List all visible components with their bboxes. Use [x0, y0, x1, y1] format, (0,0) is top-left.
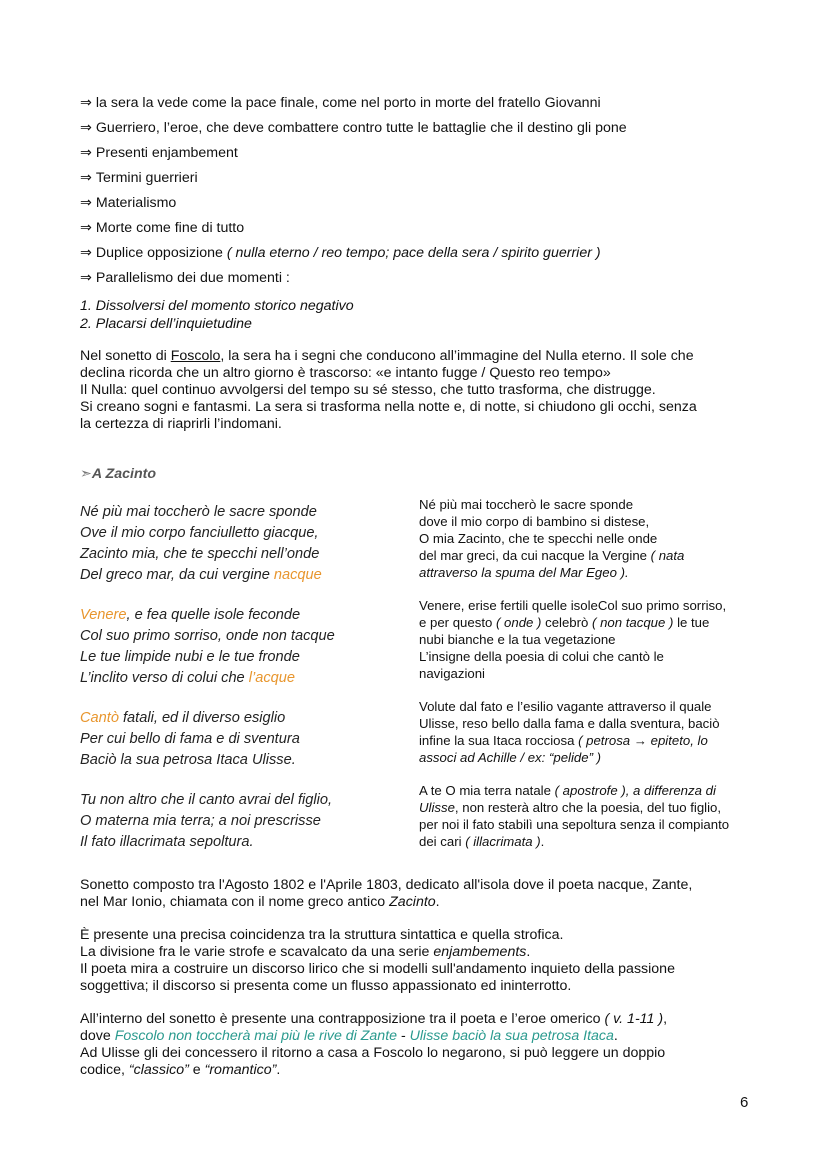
poem-line: Tu non altro che il canto avrai del figlio,: [80, 792, 333, 808]
numbered-item: 1. Dissolversi del momento storico negativo: [80, 298, 354, 314]
text-run: La divisione fra le varie strofe e scavalcato da una serie: [80, 944, 434, 960]
text-run: nel Mar Ionio, chiamata con il nome greco antico: [80, 894, 390, 910]
paragraph-line: [80, 1011, 780, 1028]
text-run: , la sera ha i segni che conducono all’immagine del Nulla eterno. Il sole che: [220, 348, 694, 364]
arrow-icon: ⇒: [80, 145, 92, 161]
poem-line: Il fato illacrimata sepoltura.: [80, 834, 254, 850]
highlighted-word: l’acque: [248, 670, 295, 686]
translation-line: [419, 833, 759, 850]
translation-block: [419, 782, 759, 850]
text-run: .: [435, 894, 440, 910]
text-run: , e fea quelle isole feconde: [126, 607, 301, 623]
translation-line: [419, 547, 759, 564]
bullet-item: [80, 195, 780, 220]
poem: [80, 502, 410, 872]
translation-line: [419, 614, 759, 631]
stanza: [80, 605, 410, 689]
translation-line: Venere, erise fertili quelle isoleCol suo primo sorriso,: [419, 598, 727, 613]
translation-line: L’insigne della poesia di colui che cantò le: [419, 649, 664, 664]
translation-line: [419, 782, 759, 799]
translation-line: [419, 799, 759, 816]
highlighted-word: Venere: [80, 607, 127, 623]
commentary-paragraph: [80, 927, 780, 995]
text-run: .: [276, 1062, 281, 1078]
paragraph-line: Il Nulla: quel continuo avvolgersi del tempo su sé stesso, che tutto trasforma, che distrugge.: [80, 382, 656, 398]
translation-line: [419, 749, 759, 766]
poem-line: Baciò la sua petrosa Itaca Ulisse.: [80, 752, 296, 768]
text-run: A te O mia terra natale: [419, 783, 555, 798]
numbered-list: [80, 297, 780, 333]
paragraph-line: Il poeta mira a costruire un discorso lirico che si modelli sull'andamento inquieto della passione: [80, 961, 675, 977]
intro-paragraph: [80, 348, 780, 433]
stanza: [80, 790, 410, 853]
arrow-icon: ⇒: [80, 95, 92, 111]
text-run: dei cari: [419, 834, 466, 849]
commentary-paragraph: [80, 1011, 780, 1079]
paragraph-line: [80, 1062, 780, 1079]
text-run: e per questo: [419, 615, 496, 630]
note-run: ( nata: [650, 548, 685, 563]
underlined-name: Foscolo: [170, 348, 221, 364]
commentary-paragraph: [80, 877, 780, 911]
bullet-text: Guerriero, l’eroe, che deve combattere contro tutte le battaglie che il destino gli pone: [95, 120, 627, 136]
poem-line: [80, 708, 410, 729]
poem-line: [80, 565, 410, 586]
poem-line: Per cui bello di fama e di sventura: [80, 731, 300, 747]
section-heading: [80, 466, 156, 482]
bullet-text: Duplice opposizione: [95, 245, 223, 261]
text-run: ,: [663, 1011, 668, 1027]
text-run: All’interno del sonetto è presente una contrapposizione tra il poeta e l’eroe omerico: [80, 1011, 605, 1027]
bullet-item: [80, 170, 780, 195]
arrow-icon: ⇒: [80, 120, 92, 136]
section-title: A Zacinto: [91, 466, 156, 482]
teal-run: Foscolo non toccherà mai più le rive di Zante: [114, 1028, 398, 1044]
translation-line: Volute dal fato e l’esilio vagante attraverso il quale: [419, 699, 712, 714]
paragraph-line: [80, 894, 780, 911]
bullet-list: [80, 95, 780, 295]
highlighted-word: nacque: [273, 567, 322, 583]
poem-line: Né più mai toccherò le sacre sponde: [80, 504, 317, 520]
bullet-text: Materialismo: [95, 195, 177, 211]
page-number: 6: [740, 1094, 749, 1111]
bullet-item: [80, 270, 780, 295]
arrow-icon: ⇒: [80, 245, 92, 261]
note-run: ( non tacque ): [592, 615, 674, 630]
numbered-item: 2. Placarsi dell’inquietudine: [80, 316, 252, 332]
arrow-icon: ⇒: [80, 270, 92, 286]
text-run: .: [540, 834, 545, 849]
paragraph-line: Si creano sogni e fantasmi. La sera si trasforma nella notte e, di notte, si chiudono gli occhi, senza: [80, 399, 697, 415]
poem-line: O materna mia terra; a noi prescrisse: [80, 813, 321, 829]
translation-line: Né più mai toccherò le sacre sponde: [419, 497, 634, 512]
arrowhead-icon: ➣: [80, 466, 92, 482]
poem-line: Zacinto mia, che te specchi nell’onde: [80, 546, 320, 562]
stanza: [80, 708, 410, 771]
italic-run: “classico”: [128, 1062, 189, 1078]
text-run: L’inclito verso di colui che: [80, 670, 249, 686]
text-run: le tue: [673, 615, 710, 630]
translation-block: [419, 698, 759, 766]
note-run: ( onde ): [495, 615, 542, 630]
poem-line: Le tue limpide nubi e le tue fronde: [80, 649, 300, 665]
italic-run: ( v. 1-11 ): [604, 1011, 664, 1027]
translation-line: O mia Zacinto, che te specchi nelle onde: [419, 531, 658, 546]
bullet-text: Presenti enjambement: [95, 145, 238, 161]
text-run: infine la sua Itaca rocciosa: [419, 733, 579, 748]
translation-line: per noi il fato stabilì una sepoltura senza il compianto: [419, 817, 730, 832]
italic-run: “romantico”: [204, 1062, 277, 1078]
arrow-icon: ⇒: [80, 195, 92, 211]
note-run: attraverso la spuma del Mar Egeo ).: [419, 565, 629, 580]
commentary: [80, 877, 780, 1095]
translation: [419, 496, 759, 866]
note-run: ( apostrofe ), a differenza di: [554, 783, 716, 798]
bullet-text: Parallelismo dei due momenti :: [95, 270, 290, 286]
translation-line: dove il mio corpo di bambino si distese,: [419, 514, 650, 529]
note-run: Ulisse: [419, 800, 455, 815]
text-run: fatali, ed il diverso esiglio: [118, 710, 286, 726]
translation-line: Ulisse, reso bello dalla fama e dalla sventura, baciò: [419, 716, 720, 731]
italic-run: enjambements: [433, 944, 527, 960]
paragraph-line: Ad Ulisse gli dei concessero il ritorno a casa a Foscolo lo negarono, si può leggere un doppio: [80, 1045, 666, 1061]
bullet-item: [80, 220, 780, 245]
italic-run: Zacinto: [389, 894, 436, 910]
bullet-text: la sera la vede come la pace finale, come nel porto in morte del fratello Giovanni: [95, 95, 601, 111]
text-run: codice,: [80, 1062, 129, 1078]
text-run: e: [188, 1062, 205, 1078]
translation-block: [419, 597, 759, 682]
translation-line: [419, 564, 759, 581]
translation-line: navigazioni: [419, 666, 485, 681]
paragraph-line: declina ricorda che un altro giorno è trascorso: «e intanto fugge / Questo reo tempo»: [80, 365, 611, 381]
arrow-icon: ⇒: [80, 170, 92, 186]
bullet-item: [80, 95, 780, 120]
highlighted-word: Cantò: [80, 710, 119, 726]
text-run: .: [613, 1028, 618, 1044]
paragraph-line: È presente una precisa coincidenza tra la struttura sintattica e quella strofica.: [80, 927, 564, 943]
arrow-icon: ⇒: [80, 220, 92, 236]
paragraph-line: soggettiva; il discorso si presenta come un flusso appassionato ed ininterrotto.: [80, 978, 572, 994]
poem-line: [80, 668, 410, 689]
bullet-item: [80, 245, 780, 270]
text-run: Del greco mar, da cui vergine: [80, 567, 274, 583]
translation-line: nubi bianche e la tua vegetazione: [419, 632, 616, 647]
poem-line: [80, 605, 410, 626]
text-run: celebrò: [541, 615, 593, 630]
paragraph-line: Sonetto composto tra l'Agosto 1802 e l'Aprile 1803, dedicato all'isola dove il poeta nacque, Zante,: [80, 877, 693, 893]
teal-run: Ulisse baciò la sua petrosa Itaca: [409, 1028, 614, 1044]
note-run: associ ad Achille / ex: “pelide” ): [419, 750, 602, 765]
stanza: [80, 502, 410, 586]
text-run: Nel sonetto di: [80, 348, 171, 364]
poem-line: Col suo primo sorriso, onde non tacque: [80, 628, 335, 644]
translation-block: [419, 496, 759, 581]
bullet-text: Termini guerrieri: [95, 170, 198, 186]
poem-line: Ove il mio corpo fanciulletto giacque,: [80, 525, 319, 541]
paragraph-line: [80, 348, 780, 365]
bullet-item: [80, 120, 780, 145]
note-run: ( illacrimata ): [465, 834, 541, 849]
bullet-item: [80, 145, 780, 170]
note-run: ( petrosa → epiteto, lo: [578, 733, 708, 748]
text-run: , non resterà altro che la poesia, del tuo figlio,: [454, 800, 722, 815]
text-run: -: [397, 1028, 410, 1044]
paragraph-line: [80, 1028, 780, 1045]
translation-line: [419, 732, 759, 749]
bullet-text: Morte come fine di tutto: [95, 220, 245, 236]
text-run: dove: [80, 1028, 115, 1044]
paragraph-line: la certezza di riaprirli l’indomani.: [80, 416, 282, 432]
paragraph-line: [80, 944, 780, 961]
text-run: .: [526, 944, 531, 960]
bullet-detail: ( nulla eterno / reo tempo; pace della sera / spirito guerrier ): [226, 245, 601, 261]
text-run: del mar greci, da cui nacque la Vergine: [419, 548, 651, 563]
